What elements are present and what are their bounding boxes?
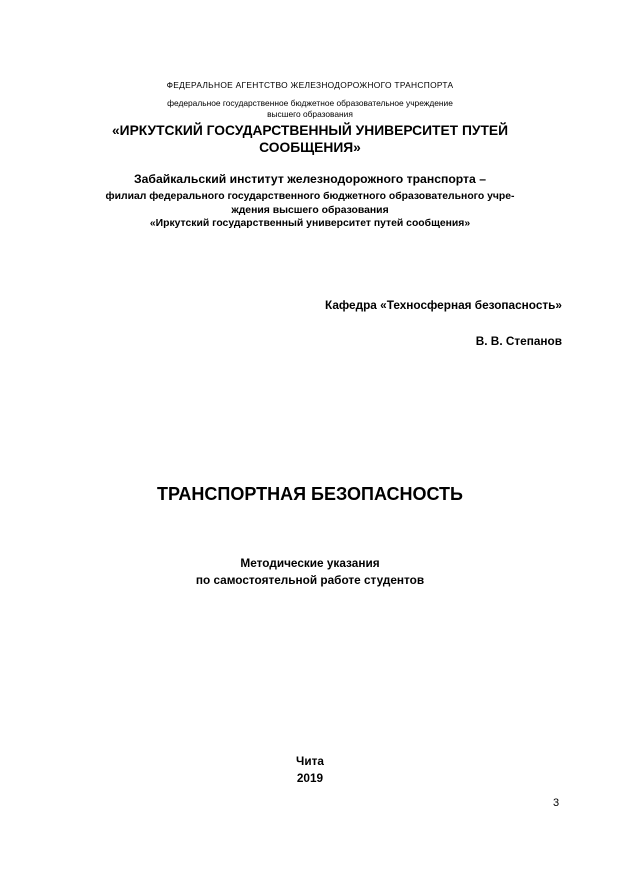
federal-line-1: федеральное государственное бюджетное образовательное учреждение [167,98,453,108]
page-number: 3 [553,797,560,809]
author-name: В. В. Степанов [475,334,562,348]
year: 2019 [296,771,324,785]
university-line-2: СООБЩЕНИЯ» [259,140,361,155]
institute-line-2: ждения высшего образования [231,204,389,216]
document-subtitle [0,555,620,588]
subtitle-line-1: Методические указания [240,556,380,570]
document-title: ТРАНСПОРТНАЯ БЕЗОПАСНОСТЬ [156,484,463,504]
publication-place-year [0,753,620,787]
federal-institution-type [0,98,620,120]
city: Чита [296,754,324,768]
institute-details [0,190,620,231]
university-name [0,122,620,156]
institute-line-1: филиал федерального государственного бюджетного образовательного учре- [105,191,515,202]
institute-title: Забайкальский институт железнодорожного транспорта – [134,172,486,186]
department-name: Кафедра «Техносферная безопасность» [324,298,562,312]
federal-line-2: высшего образования [267,109,353,119]
university-line-1: «ИРКУТСКИЙ ГОСУДАРСТВЕННЫЙ УНИВЕРСИТЕТ ПУТЕЙ [111,123,508,138]
agency-name: ФЕДЕРАЛЬНОЕ АГЕНТСТВО ЖЕЛЕЗНОДОРОЖНОГО ТРАНСПОРТА [166,80,454,90]
institute-line-3: «Иркутский государственный университет путей сообщения» [149,218,471,229]
subtitle-line-2: по самостоятельной работе студентов [195,572,425,587]
